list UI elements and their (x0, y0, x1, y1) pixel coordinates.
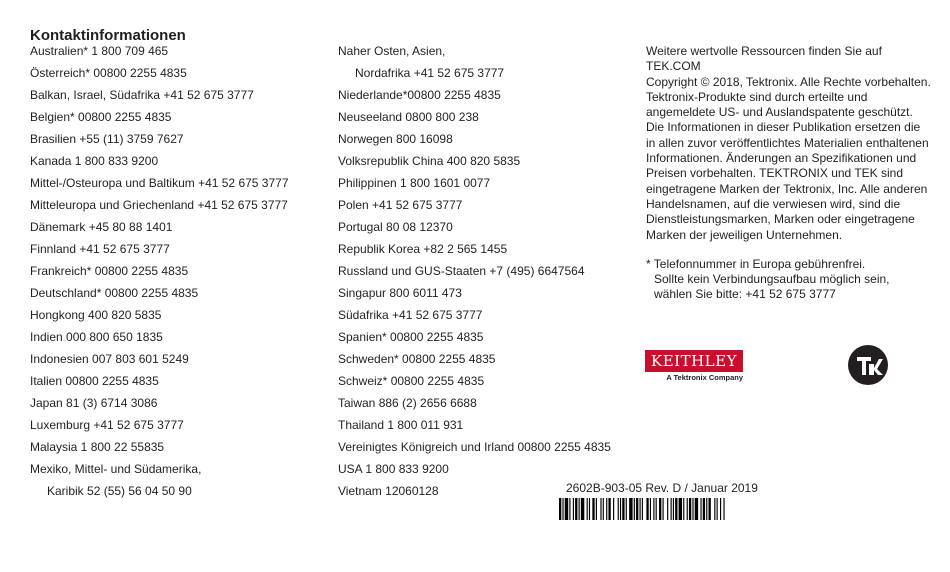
contact-line: Frankreich* 00800 2255 4835 (30, 264, 189, 278)
barcode-bar (703, 498, 705, 520)
keithley-logo (645, 350, 743, 382)
barcode-bar (653, 498, 654, 520)
barcode-bar (720, 498, 721, 520)
contact-line: Japan 81 (3) 6714 3086 (30, 396, 158, 410)
contact-line: Belgien* 00800 2255 4835 (30, 110, 172, 124)
barcode-bar (717, 498, 718, 520)
contact-line: Norwegen 800 16098 (338, 132, 453, 146)
contact-line: Dänemark +45 80 88 1401 (30, 220, 173, 234)
contact-line: Vietnam 12060128 (338, 484, 439, 498)
barcode-bar (700, 498, 701, 520)
contact-line: Mitteleuropa und Griechenland +41 52 675 3777 (30, 198, 288, 212)
barcode-bar (587, 498, 588, 520)
barcode-bar (673, 498, 674, 520)
contact-line: Vereinigtes Königreich und Irland 00800 2255 4835 (338, 440, 611, 454)
contact-line: Portugal 80 08 12370 (338, 220, 453, 234)
barcode-bar (650, 498, 651, 520)
contact-line: Balkan, Israel, Südafrika +41 52 675 3777 (30, 88, 254, 102)
barcode-bar (675, 498, 677, 520)
barcode-bar (667, 498, 668, 520)
legal-info (646, 44, 931, 303)
barcode-bar (581, 498, 584, 520)
barcode-bar (579, 498, 580, 520)
barcode-bar (683, 498, 684, 520)
barcode-bar (695, 498, 698, 520)
barcode-bar (608, 498, 610, 520)
barcode-bar (562, 498, 563, 520)
barcode-bar (565, 498, 568, 520)
barcode-bar (634, 498, 635, 520)
contact-line: Finnland +41 52 675 3777 (30, 242, 170, 256)
contact-line: Schweiz* 00800 2255 4835 (338, 374, 485, 388)
contact-line: Volksrepublik China 400 820 5835 (338, 154, 521, 168)
copyright-text: Copyright © 2018, Tektronix. Alle Rechte vorbehalten. (646, 74, 931, 89)
footnote-line: wählen Sie bitte: +41 52 675 3777 (654, 287, 836, 302)
contact-line: Malaysia 1 800 22 55835 (30, 440, 165, 454)
barcode-bar (575, 498, 577, 520)
barcode-bar (687, 498, 688, 520)
contact-line: USA 1 800 833 9200 (338, 462, 449, 476)
page-title: Kontaktinformationen (30, 27, 186, 44)
contact-line: Hongkong 400 820 5835 (30, 308, 162, 322)
contact-line: Philippinen 1 800 1601 0077 (338, 176, 491, 190)
barcode-bar (671, 498, 672, 520)
keithley-tagline: A Tektronix Company (666, 373, 743, 382)
barcode-bar (714, 498, 715, 520)
contact-line: Deutschland* 00800 2255 4835 (30, 286, 199, 300)
barcode-bar (592, 498, 594, 520)
barcode-bar (626, 498, 627, 520)
contact-line: Australien* 1 800 709 465 (30, 44, 169, 58)
barcode-bar (569, 498, 570, 520)
contact-line: Russland und GUS-Staaten +7 (495) 6647564 (338, 264, 585, 278)
contact-line: Italien 00800 2255 4835 (30, 374, 159, 388)
contact-line: Naher Osten, Asien, (338, 44, 446, 58)
barcode-bar (589, 498, 590, 520)
barcode-bar (596, 498, 597, 520)
barcode-bar (646, 498, 648, 520)
contact-column-left (30, 44, 289, 506)
contact-line: Polen +41 52 675 3777 (338, 198, 463, 212)
contact-line: Indonesien 007 803 601 5249 (30, 352, 189, 366)
contact-line: Südafrika +41 52 675 3777 (338, 308, 483, 322)
keithley-wordmark: KEITHLEY (645, 350, 743, 372)
barcode-bar (606, 498, 607, 520)
contact-line: Kanada 1 800 833 9200 (30, 154, 159, 168)
footnote-line: Sollte kein Verbindungsaufbau möglich sein, (654, 272, 890, 287)
contact-line: Mittel-/Osteuropa und Baltikum +41 52 675 3777 (30, 176, 289, 190)
contact-line: Luxemburg +41 52 675 3777 (30, 418, 184, 432)
barcode-bar (636, 498, 638, 520)
contact-line: Brasilien +55 (11) 3759 7627 (30, 132, 184, 146)
contact-line: Indien 000 800 650 1835 (30, 330, 163, 344)
contact-line: Thailand 1 800 011 931 (338, 418, 464, 432)
barcode-bar (603, 498, 604, 520)
contact-line: Singapur 800 6011 473 (338, 286, 462, 300)
document-id: 2602B-903-05 Rev. D / Januar 2019 (566, 481, 758, 495)
contact-line: Nordafrika +41 52 675 3777 (355, 66, 505, 80)
tektronix-logo-icon (848, 345, 888, 385)
barcode-bar (656, 498, 657, 520)
contact-line: Karibik 52 (55) 56 04 50 90 (47, 484, 192, 498)
contact-line: Österreich* 00800 2255 4835 (30, 66, 187, 80)
contact-line: Republik Korea +82 2 565 1455 (338, 242, 508, 256)
barcode-bar (692, 498, 693, 520)
barcode-bar (642, 498, 643, 520)
contact-line: Schweden* 00800 2255 4835 (338, 352, 496, 366)
barcode-bar (629, 498, 632, 520)
contact-column-middle (338, 44, 611, 506)
barcode (559, 498, 877, 520)
barcode-bar (659, 498, 661, 520)
barcode-bar (620, 498, 621, 520)
patents-text: Tektronix-Produkte sind durch erteilte und angemeldete US- und Auslandspatente geschützt. Die Informationen in dieser Publikation ersetzen die in allen zuvor veröffentlichtes Materialien enthaltenen Informationen. Änderungen an Spezifikationen und Preisen vorbehalten. TEKTRONIX und TEK sind eingetragene Marken der Tektronix, Inc. Alle anderen Handelsnamen, auf die verwiesen wird, sind die Dienstleistungsmarken, Marken oder eingetragene Marken der jeweiligen Unternehmen. (646, 89, 929, 242)
barcode-bar (709, 498, 711, 520)
barcode-bar (573, 498, 574, 520)
barcode-bar (706, 498, 707, 520)
barcode-bar (622, 498, 624, 520)
barcode-bar (640, 498, 641, 520)
contact-line: Niederlande*00800 2255 4835 (338, 88, 501, 102)
resources-text: Weitere wertvolle Ressourcen finden Sie auf TEK.COM (646, 44, 882, 74)
barcode-bar (613, 498, 614, 520)
barcode-bar (600, 498, 601, 520)
contact-line: Taiwan 886 (2) 2656 6688 (338, 396, 477, 410)
barcode-bar (559, 498, 561, 520)
barcode-bar (689, 498, 691, 520)
barcode-bar (663, 498, 664, 520)
barcode-bar (723, 498, 724, 520)
barcode-bar (679, 498, 682, 520)
contact-line: Neuseeland 0800 800 238 (338, 110, 479, 124)
footnote-line: * Telefonnummer in Europa gebührenfrei. (646, 256, 866, 271)
barcode-bar (618, 498, 619, 520)
contact-line: Spanien* 00800 2255 4835 (338, 330, 484, 344)
contact-line: Mexiko, Mittel- und Südamerika, (30, 462, 202, 476)
